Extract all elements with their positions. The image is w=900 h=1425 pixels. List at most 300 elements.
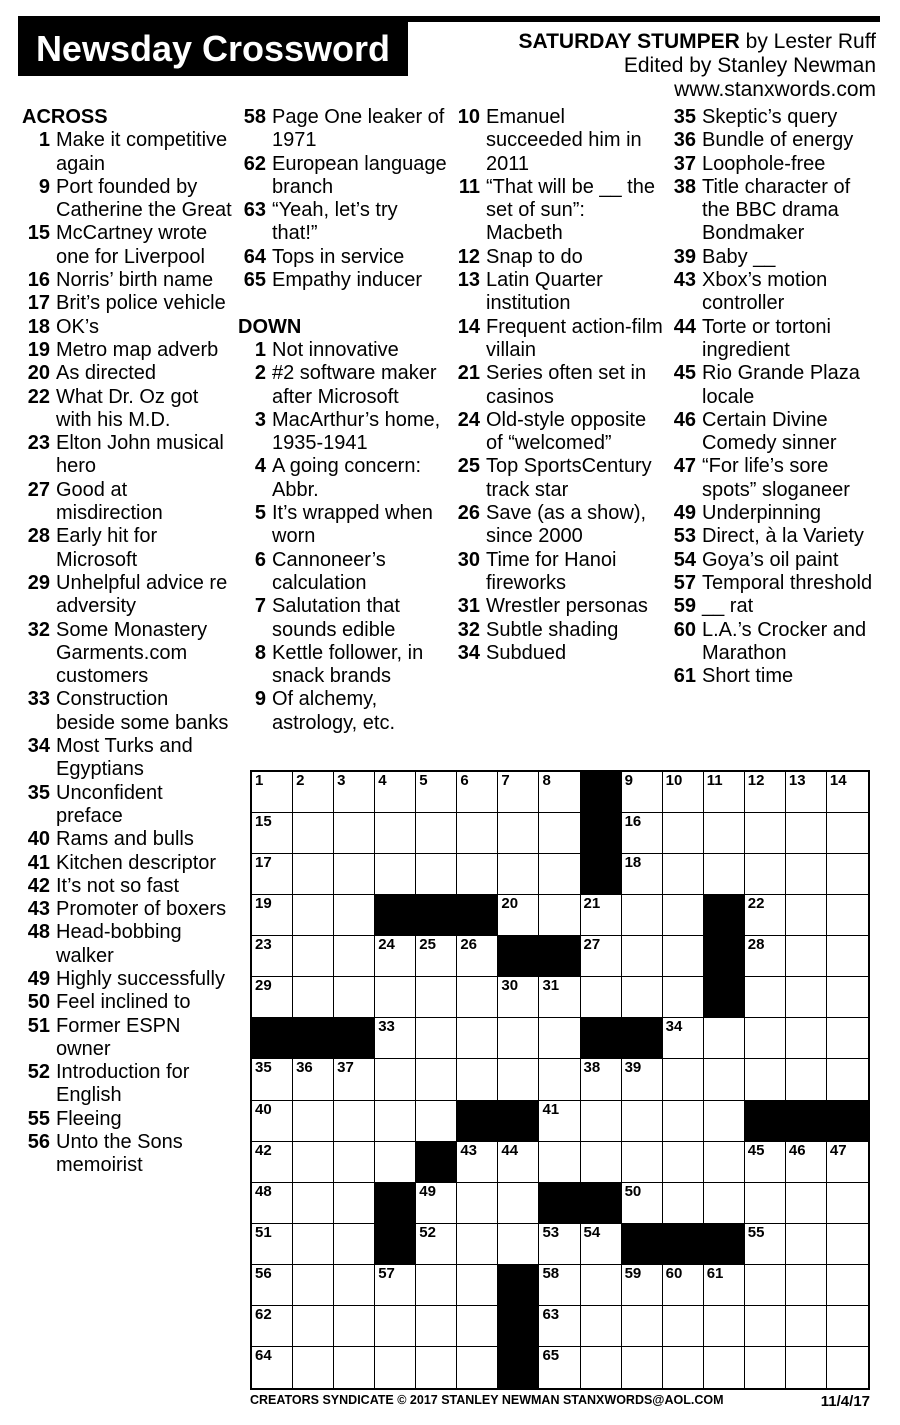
grid-cell[interactable] xyxy=(622,895,663,936)
grid-cell[interactable] xyxy=(786,1059,827,1100)
grid-cell[interactable] xyxy=(745,1306,786,1347)
grid-cell[interactable] xyxy=(498,1142,539,1183)
grid-cell[interactable] xyxy=(416,1224,457,1265)
grid-cell[interactable] xyxy=(827,1142,868,1183)
cell-number: 49 xyxy=(419,1182,436,1200)
grid-cell[interactable] xyxy=(334,1059,375,1100)
grid-cell[interactable] xyxy=(827,1059,868,1100)
clue-number: 36 xyxy=(673,129,696,152)
grid-cell[interactable] xyxy=(622,772,663,813)
cell-number: 16 xyxy=(624,813,642,831)
clue-number: 17 xyxy=(27,292,50,315)
grid-cell[interactable] xyxy=(663,1183,704,1224)
grid-cell[interactable] xyxy=(786,977,827,1018)
grid-cell[interactable] xyxy=(622,813,663,854)
grid-cell[interactable] xyxy=(334,895,375,936)
grid-cell[interactable] xyxy=(539,772,580,813)
grid-cell[interactable] xyxy=(334,977,375,1018)
grid-cell[interactable] xyxy=(581,1265,622,1306)
grid-cell[interactable] xyxy=(745,813,786,854)
down-clue-13 xyxy=(452,269,664,316)
down-clue-43 xyxy=(668,269,880,316)
clue-text: OK’s xyxy=(56,315,99,338)
grid-cell[interactable] xyxy=(334,1101,375,1142)
grid-cell[interactable] xyxy=(252,854,293,895)
grid-cell[interactable] xyxy=(827,936,868,977)
grid-cell[interactable] xyxy=(704,813,745,854)
grid-cell[interactable] xyxy=(416,1018,457,1059)
grid-cell[interactable] xyxy=(704,854,745,895)
grid-cell[interactable] xyxy=(622,977,663,1018)
clue-text: Brit’s police vehicle xyxy=(56,292,226,315)
grid-cell[interactable] xyxy=(293,1224,334,1265)
clue-number: 12 xyxy=(457,245,480,268)
grid-cell[interactable] xyxy=(457,1347,498,1388)
grid-cell[interactable] xyxy=(252,977,293,1018)
grid-cell[interactable] xyxy=(539,1265,580,1306)
cell-number: 27 xyxy=(583,936,601,954)
grid-cell[interactable] xyxy=(293,895,334,936)
grid-cell[interactable] xyxy=(663,977,704,1018)
clue-number: 22 xyxy=(27,385,50,408)
grid-cell[interactable] xyxy=(293,1306,334,1347)
grid-cell[interactable] xyxy=(827,895,868,936)
grid-cell[interactable] xyxy=(704,1142,745,1183)
grid-cell[interactable] xyxy=(704,1306,745,1347)
grid-cell[interactable] xyxy=(375,936,416,977)
black-square xyxy=(581,772,622,813)
grid-cell[interactable] xyxy=(293,1183,334,1224)
grid-cell[interactable] xyxy=(827,854,868,895)
cell-number: 48 xyxy=(255,1182,272,1200)
grid-cell[interactable] xyxy=(827,772,868,813)
cell-number: 56 xyxy=(255,1264,272,1282)
grid-cell[interactable] xyxy=(498,977,539,1018)
grid-cell[interactable] xyxy=(252,1347,293,1388)
puzzle-website: www.stanxwords.com xyxy=(674,78,876,101)
clue-text: Kitchen descriptor xyxy=(56,851,217,874)
grid-cell[interactable] xyxy=(334,813,375,854)
grid-cell[interactable] xyxy=(827,1306,868,1347)
grid-cell[interactable] xyxy=(745,1142,786,1183)
clue-text: Metro map adverb xyxy=(56,338,219,361)
clue-text: Some Monastery Garments.com customers xyxy=(56,618,208,688)
clue-text: Bundle of energy xyxy=(702,129,854,152)
grid-cell[interactable] xyxy=(581,1306,622,1347)
clue-number: 15 xyxy=(27,222,50,245)
cell-number: 33 xyxy=(378,1018,395,1036)
grid-cell[interactable] xyxy=(539,854,580,895)
grid-cell[interactable] xyxy=(786,1183,827,1224)
grid-cell[interactable] xyxy=(457,1306,498,1347)
grid-cell[interactable] xyxy=(539,1142,580,1183)
grid-cell[interactable] xyxy=(663,1059,704,1100)
grid-cell[interactable] xyxy=(581,1347,622,1388)
grid-cell[interactable] xyxy=(663,1347,704,1388)
grid-cell[interactable] xyxy=(334,854,375,895)
grid-cell[interactable] xyxy=(622,1142,663,1183)
grid-cell[interactable] xyxy=(581,1059,622,1100)
grid-cell[interactable] xyxy=(827,1265,868,1306)
grid-cell[interactable] xyxy=(663,936,704,977)
grid-cell[interactable] xyxy=(375,1347,416,1388)
grid-cell[interactable] xyxy=(827,813,868,854)
clue-number: 34 xyxy=(457,641,480,664)
across-clue-32 xyxy=(22,619,232,689)
grid-cell[interactable] xyxy=(416,977,457,1018)
grid-cell[interactable] xyxy=(375,1306,416,1347)
grid-cell[interactable] xyxy=(457,1059,498,1100)
cell-number: 12 xyxy=(747,772,765,789)
grid-cell[interactable] xyxy=(457,854,498,895)
clue-text: Frequent action-film villain xyxy=(486,315,663,361)
grid-cell[interactable] xyxy=(334,1183,375,1224)
clue-number: 20 xyxy=(27,362,50,385)
cell-number: 17 xyxy=(255,854,272,872)
grid-cell[interactable] xyxy=(375,813,416,854)
clue-text: What Dr. Oz got with his M.D. xyxy=(56,385,199,431)
grid-cell[interactable] xyxy=(745,936,786,977)
grid-cell[interactable] xyxy=(252,1183,293,1224)
grid-cell[interactable] xyxy=(293,1347,334,1388)
clue-text: #2 software maker after Microsoft xyxy=(272,362,437,408)
grid-cell[interactable] xyxy=(663,895,704,936)
clue-number: 33 xyxy=(27,688,50,711)
grid-cell[interactable] xyxy=(375,1265,416,1306)
grid-cell[interactable] xyxy=(663,1306,704,1347)
across-clue-20 xyxy=(22,362,232,385)
grid-cell[interactable] xyxy=(498,895,539,936)
grid-cell[interactable] xyxy=(581,977,622,1018)
grid-cell[interactable] xyxy=(293,772,334,813)
grid-cell[interactable] xyxy=(539,977,580,1018)
grid-cell[interactable] xyxy=(581,1142,622,1183)
clue-number: 29 xyxy=(27,571,50,594)
grid-cell[interactable] xyxy=(704,1018,745,1059)
grid-cell[interactable] xyxy=(457,1142,498,1183)
clue-text: Goya’s oil paint xyxy=(702,548,839,571)
clue-text: Page One leaker of 1971 xyxy=(272,106,445,152)
grid-cell[interactable] xyxy=(416,1059,457,1100)
black-square xyxy=(457,1101,498,1142)
grid-cell[interactable] xyxy=(293,813,334,854)
down-clue-36 xyxy=(668,129,880,152)
grid-cell[interactable] xyxy=(252,1265,293,1306)
grid-cell[interactable] xyxy=(457,936,498,977)
grid-cell[interactable] xyxy=(786,1306,827,1347)
grid-cell[interactable] xyxy=(786,1347,827,1388)
clue-number: 56 xyxy=(27,1131,50,1154)
grid-cell[interactable] xyxy=(745,1059,786,1100)
grid-cell[interactable] xyxy=(827,1224,868,1265)
grid-cell[interactable] xyxy=(663,1265,704,1306)
grid-cell[interactable] xyxy=(252,772,293,813)
cell-number: 44 xyxy=(501,1141,519,1159)
grid-cell[interactable] xyxy=(498,813,539,854)
grid-cell[interactable] xyxy=(457,1224,498,1265)
grid-cell[interactable] xyxy=(416,1265,457,1306)
grid-cell[interactable] xyxy=(375,1142,416,1183)
footer-date: 11/4/17 xyxy=(820,1393,870,1410)
grid-cell[interactable] xyxy=(704,1265,745,1306)
grid-cell[interactable] xyxy=(786,813,827,854)
grid-cell[interactable] xyxy=(581,936,622,977)
black-square xyxy=(375,895,416,936)
grid-cell[interactable] xyxy=(416,1101,457,1142)
clue-number: 30 xyxy=(457,548,480,571)
grid-cell[interactable] xyxy=(539,1059,580,1100)
grid-cell[interactable] xyxy=(375,977,416,1018)
grid-cell[interactable] xyxy=(252,895,293,936)
grid-cell[interactable] xyxy=(663,813,704,854)
grid-cell[interactable] xyxy=(745,854,786,895)
grid-cell[interactable] xyxy=(334,936,375,977)
grid-cell[interactable] xyxy=(498,854,539,895)
clue-text: Cannoneer’s calculation xyxy=(272,548,386,594)
across-clue-42 xyxy=(22,875,232,898)
grid-cell[interactable] xyxy=(252,1142,293,1183)
grid-cell[interactable] xyxy=(539,1306,580,1347)
grid-cell[interactable] xyxy=(334,1224,375,1265)
grid-cell[interactable] xyxy=(293,1059,334,1100)
down-clue-7 xyxy=(238,595,448,642)
grid-cell[interactable] xyxy=(252,936,293,977)
grid-cell[interactable] xyxy=(375,772,416,813)
grid-cell[interactable] xyxy=(745,895,786,936)
clue-number: 41 xyxy=(27,851,50,874)
grid-cell[interactable] xyxy=(334,1306,375,1347)
grid-cell[interactable] xyxy=(786,1142,827,1183)
grid-cell[interactable] xyxy=(622,1306,663,1347)
grid-cell[interactable] xyxy=(498,1224,539,1265)
clue-number: 37 xyxy=(673,152,696,175)
grid-cell[interactable] xyxy=(581,1101,622,1142)
clue-number: 43 xyxy=(27,898,50,921)
cell-number: 38 xyxy=(583,1059,601,1077)
grid-cell[interactable] xyxy=(375,1018,416,1059)
black-square xyxy=(581,813,622,854)
grid-cell[interactable] xyxy=(745,1018,786,1059)
puzzle-byline: by Lester Ruff xyxy=(745,30,876,53)
clue-number: 57 xyxy=(673,571,696,594)
grid-cell[interactable] xyxy=(745,1224,786,1265)
grid-cell[interactable] xyxy=(457,813,498,854)
grid-cell[interactable] xyxy=(252,813,293,854)
grid-cell[interactable] xyxy=(375,1101,416,1142)
across-clue-43 xyxy=(22,898,232,921)
clue-number: 24 xyxy=(457,408,480,431)
clue-number: 51 xyxy=(27,1014,50,1037)
grid-cell[interactable] xyxy=(293,1142,334,1183)
grid-cell[interactable] xyxy=(539,1018,580,1059)
grid-cell[interactable] xyxy=(704,772,745,813)
grid-cell[interactable] xyxy=(416,772,457,813)
clue-text: Norris’ birth name xyxy=(56,269,214,292)
grid-cell[interactable] xyxy=(745,1183,786,1224)
grid-cell[interactable] xyxy=(786,1265,827,1306)
grid-cell[interactable] xyxy=(622,1347,663,1388)
grid-cell[interactable] xyxy=(663,1101,704,1142)
cell-number: 58 xyxy=(542,1264,560,1282)
grid-cell[interactable] xyxy=(827,977,868,1018)
grid-cell[interactable] xyxy=(416,1183,457,1224)
clue-column-1 xyxy=(22,106,232,1178)
cell-number: 61 xyxy=(706,1264,724,1282)
grid-cell[interactable] xyxy=(252,1101,293,1142)
grid-cell[interactable] xyxy=(457,1265,498,1306)
black-square xyxy=(745,1101,786,1142)
across-clue-64 xyxy=(238,246,448,269)
grid-cell[interactable] xyxy=(539,1347,580,1388)
cell-number: 13 xyxy=(788,772,806,789)
grid-cell[interactable] xyxy=(293,1101,334,1142)
clue-number: 61 xyxy=(673,665,696,688)
grid-cell[interactable] xyxy=(457,1183,498,1224)
black-square xyxy=(498,1265,539,1306)
clue-text: Series often set in casinos xyxy=(486,362,647,408)
grid-cell[interactable] xyxy=(663,1018,704,1059)
down-clue-3 xyxy=(238,409,448,456)
clue-number: 8 xyxy=(254,641,266,664)
grid-cell[interactable] xyxy=(416,854,457,895)
grid-cell[interactable] xyxy=(375,854,416,895)
grid-cell[interactable] xyxy=(581,1224,622,1265)
clue-text: Save (as a show), since 2000 xyxy=(486,502,647,548)
grid-cell[interactable] xyxy=(293,854,334,895)
grid-cell[interactable] xyxy=(745,772,786,813)
grid-cell[interactable] xyxy=(416,813,457,854)
grid-cell[interactable] xyxy=(827,1018,868,1059)
cell-number: 11 xyxy=(706,772,723,789)
grid-cell[interactable] xyxy=(375,1059,416,1100)
down-clue-6 xyxy=(238,549,448,596)
grid-cell[interactable] xyxy=(293,1265,334,1306)
cell-number: 29 xyxy=(255,977,272,995)
clue-text: Early hit for Microsoft xyxy=(56,525,158,571)
grid-cell[interactable] xyxy=(334,772,375,813)
down-clue-49 xyxy=(668,502,880,525)
grid-cell[interactable] xyxy=(704,1347,745,1388)
clue-number: 49 xyxy=(673,502,696,525)
black-square xyxy=(416,895,457,936)
down-clue-59 xyxy=(668,595,880,618)
cell-number: 8 xyxy=(542,772,551,789)
clue-number: 35 xyxy=(673,106,696,128)
clue-text: Good at misdirection xyxy=(56,478,163,525)
grid-cell[interactable] xyxy=(745,1265,786,1306)
grid-cell[interactable] xyxy=(745,1347,786,1388)
grid-cell[interactable] xyxy=(416,1306,457,1347)
grid-cell[interactable] xyxy=(293,936,334,977)
across-clue-16 xyxy=(22,269,232,292)
grid-cell[interactable] xyxy=(663,1142,704,1183)
grid-cell[interactable] xyxy=(622,1059,663,1100)
clue-text: Of alchemy, astrology, etc. xyxy=(272,688,396,734)
grid-cell[interactable] xyxy=(663,772,704,813)
clue-number: 59 xyxy=(673,595,696,618)
grid-cell[interactable] xyxy=(334,1265,375,1306)
down-clue-24 xyxy=(452,409,664,456)
grid-cell[interactable] xyxy=(622,936,663,977)
grid-cell[interactable] xyxy=(416,1347,457,1388)
cell-number: 36 xyxy=(296,1059,313,1077)
grid-cell[interactable] xyxy=(498,1018,539,1059)
grid-cell[interactable] xyxy=(786,936,827,977)
cell-number: 39 xyxy=(624,1059,642,1077)
grid-cell[interactable] xyxy=(786,1224,827,1265)
grid-cell[interactable] xyxy=(704,1183,745,1224)
cell-number: 63 xyxy=(542,1305,560,1323)
grid-cell[interactable] xyxy=(457,772,498,813)
clue-number: 25 xyxy=(457,455,480,478)
clue-number: 42 xyxy=(27,874,50,897)
cell-number: 31 xyxy=(542,977,560,995)
grid-cell[interactable] xyxy=(498,772,539,813)
clue-text: Direct, à la Variety xyxy=(702,525,864,548)
clue-text: Top SportsCentury track star xyxy=(486,455,652,501)
grid-cell[interactable] xyxy=(827,1347,868,1388)
cell-number: 32 xyxy=(706,977,724,995)
down-clue-9 xyxy=(238,688,448,735)
cell-number: 5 xyxy=(419,772,428,789)
grid-cell[interactable] xyxy=(786,895,827,936)
grid-cell[interactable] xyxy=(457,1018,498,1059)
grid-cell[interactable] xyxy=(622,854,663,895)
grid-cell[interactable] xyxy=(622,1101,663,1142)
grid-cell[interactable] xyxy=(416,936,457,977)
grid-cell[interactable] xyxy=(293,977,334,1018)
grid-cell[interactable] xyxy=(622,1265,663,1306)
grid-cell[interactable] xyxy=(704,1101,745,1142)
grid-cell[interactable] xyxy=(786,772,827,813)
grid-cell[interactable] xyxy=(498,1183,539,1224)
clue-number: 38 xyxy=(673,175,696,198)
across-clue-40 xyxy=(22,828,232,851)
down-clue-47 xyxy=(668,455,880,502)
grid-cell[interactable] xyxy=(827,1183,868,1224)
grid-cell[interactable] xyxy=(457,977,498,1018)
across-clue-35 xyxy=(22,782,232,829)
grid-cell[interactable] xyxy=(539,1224,580,1265)
clue-text: Port founded by Catherine the Great xyxy=(56,175,232,222)
clue-text: Loophole-free xyxy=(702,152,826,175)
grid-cell[interactable] xyxy=(581,895,622,936)
grid-cell[interactable] xyxy=(498,1059,539,1100)
down-clue-31 xyxy=(452,595,664,618)
grid-cell[interactable] xyxy=(252,1306,293,1347)
grid-cell[interactable] xyxy=(334,1142,375,1183)
grid-cell[interactable] xyxy=(252,1059,293,1100)
grid-cell[interactable] xyxy=(704,1059,745,1100)
grid-cell[interactable] xyxy=(786,854,827,895)
black-square xyxy=(539,936,580,977)
clue-text: Former ESPN owner xyxy=(56,1014,181,1060)
grid-cell[interactable] xyxy=(622,1183,663,1224)
grid-cell[interactable] xyxy=(745,977,786,1018)
grid-cell[interactable] xyxy=(786,1018,827,1059)
clue-number: 44 xyxy=(673,315,696,338)
clue-number: 52 xyxy=(27,1061,50,1084)
grid-cell[interactable] xyxy=(539,813,580,854)
cell-number: 65 xyxy=(542,1346,560,1364)
footer xyxy=(250,1393,870,1410)
grid-cell[interactable] xyxy=(539,895,580,936)
grid-cell[interactable] xyxy=(334,1347,375,1388)
grid-cell[interactable] xyxy=(663,854,704,895)
across-clue-27 xyxy=(22,479,232,526)
grid-cell[interactable] xyxy=(252,1224,293,1265)
grid-cell[interactable] xyxy=(539,1101,580,1142)
